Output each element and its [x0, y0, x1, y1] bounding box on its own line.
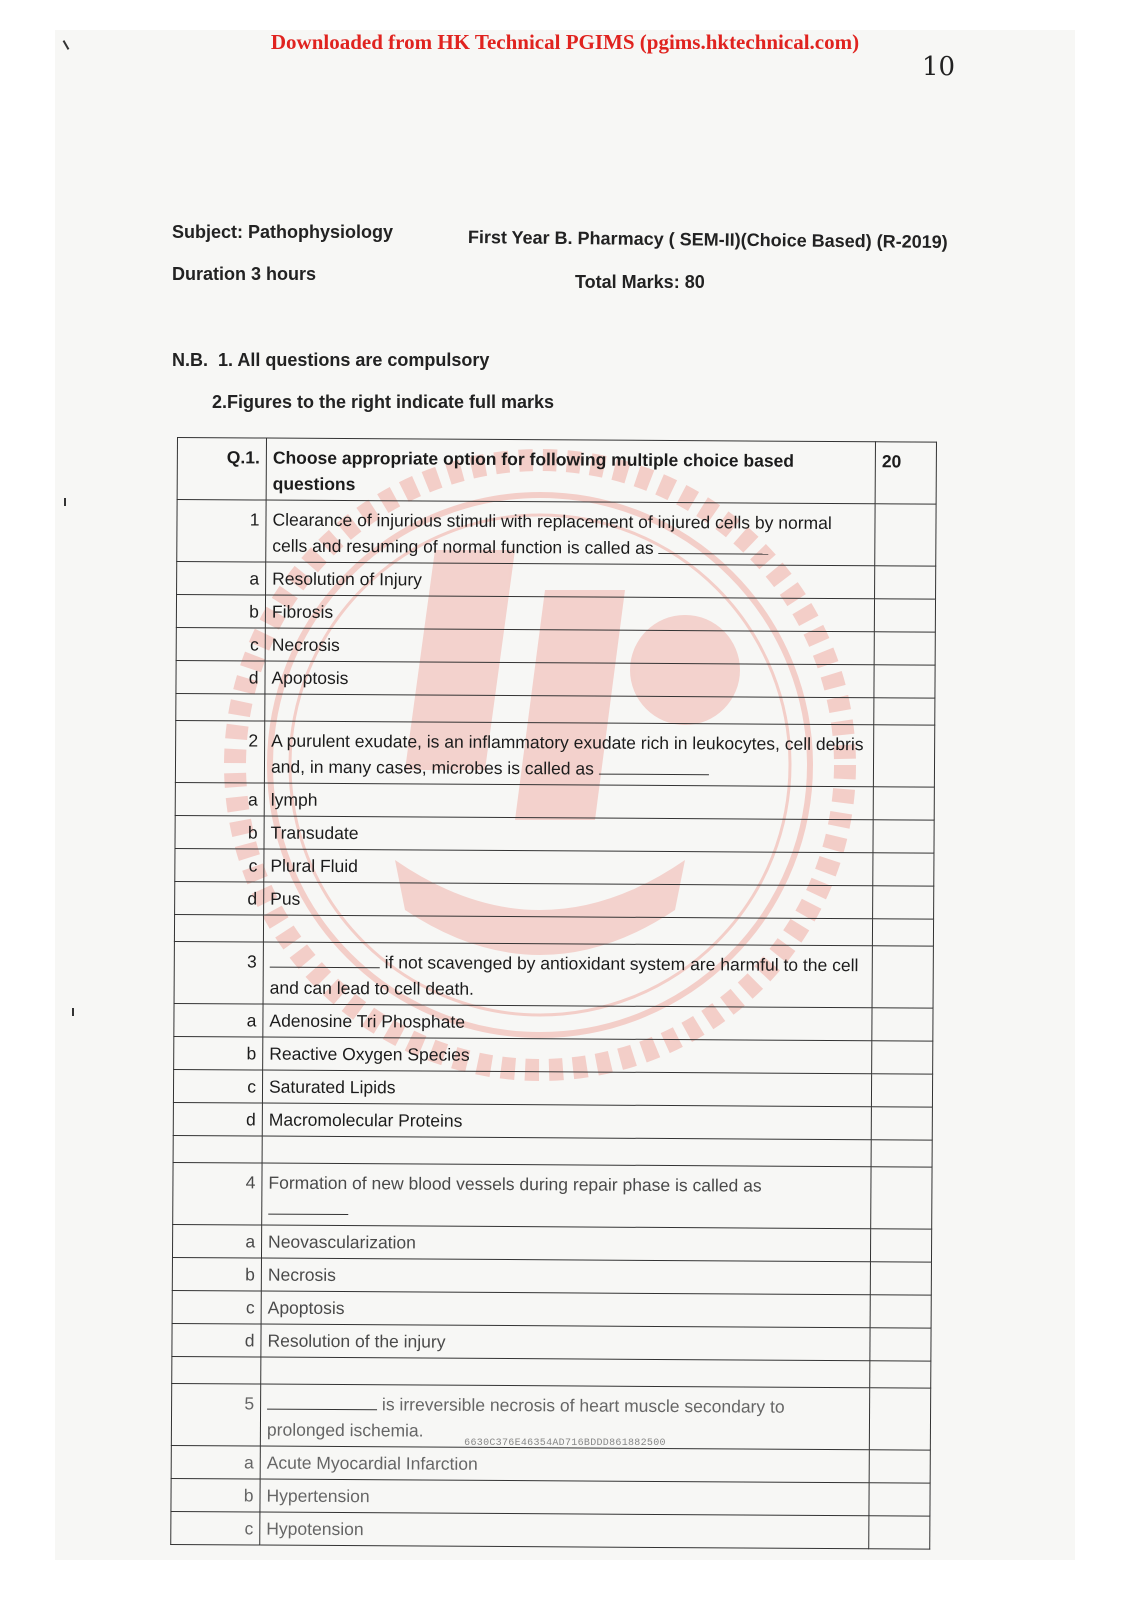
- marks-cell: [873, 725, 934, 787]
- question-text-before: Clearance of injurious stimuli with replacement of injured cells by normal cells and resuming of normal function is called as: [272, 509, 832, 558]
- option-row: [176, 660, 935, 698]
- question-text: [263, 942, 872, 1008]
- section-header-row: [177, 438, 936, 505]
- option-letter: c: [175, 848, 264, 882]
- option-row: [175, 815, 934, 853]
- option-row: [176, 595, 935, 633]
- option-letter: c: [173, 1069, 262, 1103]
- question-text-before: Formation of new blood vessels during repair phase is called as: [268, 1172, 762, 1196]
- option-text: Acute Myocardial Infarction: [260, 1446, 869, 1483]
- option-letter: b: [172, 1257, 261, 1291]
- option-text: Necrosis: [265, 628, 874, 665]
- option-row: [172, 1224, 931, 1262]
- option-letter: d: [176, 660, 265, 694]
- option-letter: a: [175, 782, 264, 816]
- nb-note-1-text: 1. All questions are compulsory: [218, 350, 490, 370]
- option-row: [172, 1257, 931, 1295]
- option-row: [175, 881, 934, 919]
- option-text: Transudate: [264, 816, 873, 853]
- option-letter: b: [176, 595, 265, 629]
- question-row: [174, 941, 933, 1008]
- option-text: Neovascularization: [261, 1225, 870, 1262]
- answer-blank: [268, 1200, 348, 1215]
- option-letter: b: [175, 815, 264, 849]
- answer-blank: [270, 953, 380, 969]
- question-text-after: is irreversible necrosis of heart muscle secondary to prolonged ischemia.: [266, 1394, 785, 1441]
- question-number: 1: [177, 500, 266, 563]
- option-letter: b: [174, 1036, 263, 1070]
- question-text: [264, 721, 873, 787]
- option-row: [171, 1445, 930, 1483]
- option-row: [177, 562, 936, 600]
- question-row: [173, 1162, 932, 1229]
- nb-note-1: [172, 350, 489, 371]
- option-letter: b: [171, 1478, 260, 1512]
- question-text-before: A purulent exudate, is an inflammatory exudate rich in leukocytes, cell debris and, in many cases, microbes is called as: [270, 730, 864, 779]
- question-number: 4: [173, 1162, 262, 1225]
- option-text: Necrosis: [261, 1258, 870, 1295]
- question-row: [177, 500, 936, 567]
- scan-mark: [64, 498, 66, 506]
- option-row: [173, 1069, 932, 1107]
- question-number: 5: [171, 1383, 260, 1446]
- marks-cell: [875, 504, 936, 566]
- subject-label: Subject: Pathophysiology: [172, 222, 394, 242]
- option-text: Resolution of Injury: [266, 562, 875, 599]
- option-text: Reactive Oxygen Species: [263, 1037, 872, 1074]
- option-letter: a: [177, 562, 266, 596]
- option-row: [171, 1511, 930, 1549]
- option-letter: a: [172, 1224, 261, 1258]
- option-text: Hypotension: [260, 1512, 869, 1549]
- question-text-after: if not scavenged by antioxidant system are harmful to the cell and can lead to cell death.: [269, 952, 859, 999]
- option-row: [171, 1478, 930, 1516]
- scan-mark: [72, 1008, 74, 1016]
- option-letter: c: [176, 627, 265, 661]
- answer-blank: [599, 760, 709, 776]
- nb-prefix: N.B.: [172, 350, 208, 370]
- page-number: 10: [922, 52, 956, 82]
- option-row: [173, 1102, 932, 1140]
- option-text: Saturated Lipids: [262, 1070, 871, 1107]
- marks-cell: [871, 1167, 932, 1229]
- option-row: [174, 1036, 933, 1074]
- duration-label: Duration 3 hours: [172, 264, 317, 284]
- option-letter: d: [175, 881, 264, 915]
- section-marks: 20: [875, 442, 936, 504]
- option-row: [172, 1290, 931, 1328]
- option-text: Hypertension: [260, 1479, 869, 1516]
- marks-cell: [872, 946, 933, 1008]
- option-row: [175, 848, 934, 886]
- option-letter: c: [171, 1511, 260, 1545]
- question-number: 2: [175, 720, 264, 783]
- option-letter: d: [172, 1323, 261, 1357]
- option-row: [174, 1003, 933, 1041]
- option-letter: c: [172, 1290, 261, 1324]
- option-text: Plural Fluid: [264, 849, 873, 886]
- option-row: [172, 1323, 931, 1361]
- question-number: 3: [174, 941, 263, 1004]
- answer-blank: [658, 539, 768, 555]
- question-text: [266, 500, 875, 566]
- option-letter: a: [174, 1003, 263, 1037]
- question-row: [175, 720, 934, 787]
- question-text: [262, 1163, 871, 1229]
- download-banner[interactable]: Downloaded from HK Technical PGIMS (pgims.hktechnical.com): [270, 30, 860, 54]
- option-text: Pus: [264, 882, 873, 919]
- option-letter: d: [173, 1102, 262, 1136]
- section-instruction: Choose appropriate option for following multiple choice based questions: [266, 438, 875, 504]
- option-text: Apoptosis: [261, 1291, 870, 1328]
- nb-note-2: 2.Figures to the right indicate full marks: [212, 392, 555, 412]
- section-number: Q.1.: [177, 438, 266, 501]
- option-row: [175, 782, 934, 820]
- mcq-table: [170, 437, 937, 1550]
- option-text: lymph: [264, 783, 873, 820]
- option-text: Fibrosis: [265, 595, 874, 632]
- option-text: Apoptosis: [265, 661, 874, 698]
- option-letter: a: [171, 1445, 260, 1479]
- option-text: Resolution of the injury: [261, 1324, 870, 1361]
- option-text: Adenosine Tri Phosphate: [263, 1004, 872, 1041]
- document-code: 6630C376E46354AD716BDDD861882500: [464, 1438, 666, 1449]
- answer-blank: [267, 1395, 377, 1411]
- course-label: First Year B. Pharmacy ( SEM-II)(Choice Based) (R-2019): [467, 227, 948, 253]
- total-marks-label: Total Marks: 80: [575, 272, 705, 292]
- option-text: Macromolecular Proteins: [262, 1103, 871, 1140]
- option-row: [176, 627, 935, 665]
